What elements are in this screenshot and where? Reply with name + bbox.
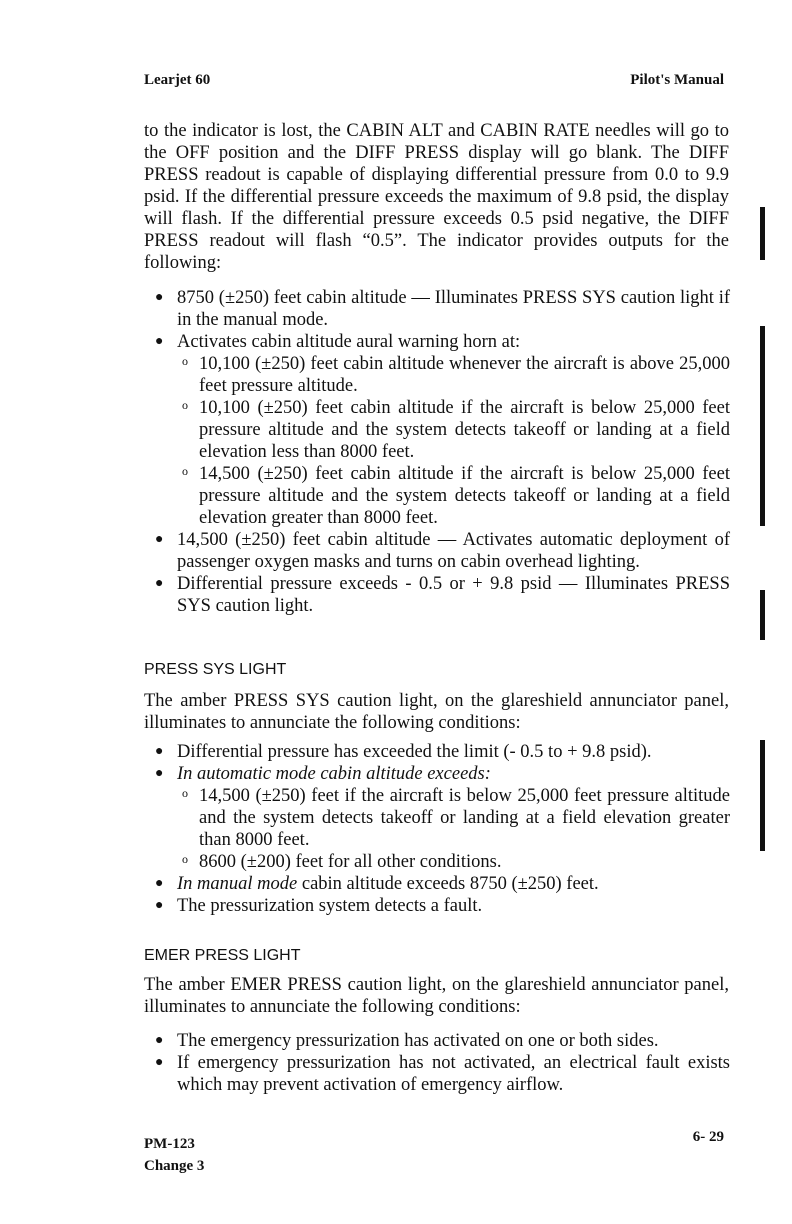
- bullet-icon: ●: [155, 334, 164, 349]
- emer-press-paragraph: The amber EMER PRESS caution light, on the glareshield annunciator panel, illuminates to annunciate the following conditions:: [144, 975, 729, 1017]
- bullet-icon: ●: [155, 898, 164, 913]
- footer-doc-number: PM-123: [144, 1136, 195, 1152]
- bullet-icon: ●: [155, 576, 164, 591]
- list-item: ● Differential pressure exceeds - 0.5 or + 9.8 psid — Illuminates PRESS SYS caution light.: [155, 574, 730, 616]
- bullet-icon: ●: [155, 290, 164, 305]
- emer-press-conditions-list: [155, 1030, 730, 1096]
- header-manual-title: Pilot's Manual: [630, 72, 724, 88]
- bullet-icon: ●: [155, 876, 164, 891]
- list-item: ● The emergency pressurization has activated on one or both sides.: [155, 1031, 659, 1051]
- sub-list-item: o 10,100 (±250) feet cabin altitude whenever the aircraft is above 25,000 feet pressure altitude.: [177, 353, 730, 397]
- bullet-icon: ●: [155, 766, 164, 781]
- press-sys-conditions-list: [155, 741, 730, 917]
- press-sys-paragraph: The amber PRESS SYS caution light, on the glareshield annunciator panel, illuminates to annunciate the following conditions:: [144, 691, 729, 733]
- bullet-icon: ●: [155, 744, 164, 759]
- sub-bullet-icon: o: [182, 398, 188, 412]
- intro-paragraph: to the indicator is lost, the CABIN ALT and CABIN RATE needles will go to the OFF position and the DIFF PRESS display will go blank. The DIFF PRESS readout is capable of displaying differential pressure from 0.0 to 9.9 psid. If the differential pressure exceeds the maximum of 9.8 psid, the display will flash. If the differential pressure exceeds 0.5 psid negative, the DIFF PRESS readout will flash “0.5”. The indicator provides outputs for the following:: [144, 121, 729, 273]
- list-item: ● 14,500 (±250) feet cabin altitude — Activates automatic deployment of passenger oxygen masks and turns on cabin overhead lighting.: [155, 530, 730, 572]
- sub-bullet-icon: o: [182, 786, 188, 800]
- sub-list-item: o 14,500 (±250) feet if the aircraft is below 25,000 feet pressure altitude and the system detects takeoff or landing at a field elevation greater than 8000 feet.: [177, 785, 730, 851]
- list-item: ● Activates cabin altitude aural warning horn at: o 10,100 (±250) feet cabin altitude whenever the aircraft is above 25,000 feet pressure altitude. o 10,100 (±250) feet cabin altitude if the aircraft is below 25,000 feet pressure altitude and the system detects takeoff or landing at a field elevation less than 8000 feet. o 14,500 (±250) feet cabin altitude if the aircraft is below 25,000 feet pressure altitude and the system detects takeoff or landing at a field elevation greater than 8000 feet.: [155, 332, 730, 528]
- change-bar: [760, 590, 765, 640]
- bullet-icon: ●: [155, 1055, 164, 1070]
- list-item: ● In manual mode cabin altitude exceeds 8750 (±250) feet.: [155, 874, 599, 894]
- sub-bullet-icon: o: [182, 354, 188, 368]
- aural-warning-sublist: [177, 353, 730, 529]
- bullet-icon: ●: [155, 532, 164, 547]
- sub-list-item: o 10,100 (±250) feet cabin altitude if the aircraft is below 25,000 feet pressure altitude and the system detects takeoff or landing at a field elevation less than 8000 feet.: [177, 397, 730, 463]
- emer-press-heading: EMER PRESS LIGHT: [144, 947, 301, 964]
- press-sys-heading: PRESS SYS LIGHT: [144, 661, 287, 678]
- sub-bullet-icon: o: [182, 852, 188, 866]
- list-item: ● If emergency pressurization has not activated, an electrical fault exists which may prevent activation of emergency airflow.: [155, 1053, 730, 1095]
- list-item: ● In automatic mode cabin altitude exceeds: o 14,500 (±250) feet if the aircraft is below 25,000 feet pressure altitude and the system detects takeoff or landing at a field elevation greater than 8000 feet. o 8600 (±200) feet for all other conditions.: [155, 764, 730, 872]
- change-bar: [760, 740, 765, 851]
- list-item: ● 8750 (±250) feet cabin altitude — Illuminates PRESS SYS caution light if in the manual mode.: [155, 288, 730, 330]
- change-bar: [760, 326, 765, 526]
- sub-list-item: o 8600 (±200) feet for all other conditions.: [177, 851, 730, 873]
- indicator-outputs-list: [155, 287, 730, 617]
- footer-change: Change 3: [144, 1158, 205, 1174]
- auto-mode-sublist: [177, 785, 730, 873]
- change-bar: [760, 207, 765, 260]
- bullet-icon: ●: [155, 1033, 164, 1048]
- header-aircraft: Learjet 60: [144, 72, 211, 88]
- footer-page-number: 6- 29: [692, 1129, 724, 1145]
- sub-list-item: o 14,500 (±250) feet cabin altitude if the aircraft is below 25,000 feet pressure altitude and the system detects takeoff or landing at a field elevation greater than 8000 feet.: [177, 463, 730, 529]
- list-item: ● The pressurization system detects a fault.: [155, 896, 483, 916]
- list-item: ● Differential pressure has exceeded the limit (- 0.5 to + 9.8 psid).: [155, 742, 652, 762]
- footer-document-info: [144, 1133, 204, 1177]
- sub-bullet-icon: o: [182, 464, 188, 478]
